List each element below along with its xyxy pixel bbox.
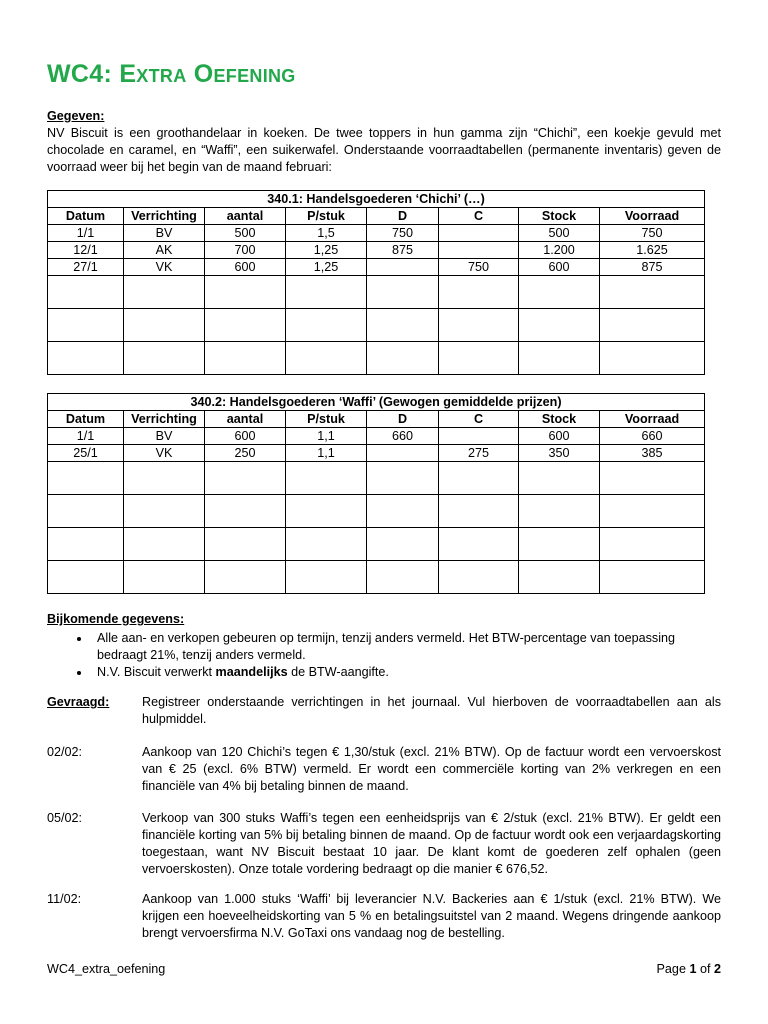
- empty-cell[interactable]: [519, 309, 600, 342]
- page-title: [47, 60, 296, 89]
- bullet2-bold: maandelijks: [215, 665, 288, 679]
- empty-cell[interactable]: [48, 561, 124, 594]
- cell-d: [367, 259, 439, 276]
- empty-cell[interactable]: [600, 561, 705, 594]
- cell-d: [367, 445, 439, 462]
- col-header-stock: Stock: [519, 411, 600, 428]
- empty-cell[interactable]: [124, 342, 205, 375]
- empty-cell[interactable]: [519, 561, 600, 594]
- empty-cell[interactable]: [367, 561, 439, 594]
- empty-cell[interactable]: [367, 309, 439, 342]
- table-caption: 340.2: Handelsgoederen ‘Waffi’ (Gewogen gemiddelde prijzen): [48, 394, 705, 411]
- empty-cell[interactable]: [48, 309, 124, 342]
- empty-cell[interactable]: [124, 528, 205, 561]
- empty-cell[interactable]: [205, 561, 286, 594]
- col-header-d: D: [367, 411, 439, 428]
- cell-pstuk: 1,1: [286, 445, 367, 462]
- bullet2-pre: N.V. Biscuit verwerkt: [97, 665, 216, 679]
- cell-stock: 600: [519, 259, 600, 276]
- empty-cell[interactable]: [205, 462, 286, 495]
- empty-cell[interactable]: [439, 309, 519, 342]
- cell-d: 875: [367, 242, 439, 259]
- empty-row: [48, 495, 705, 528]
- title-prefix: WC4:: [47, 60, 120, 88]
- extra-list: [47, 630, 721, 681]
- cell-pstuk: 1,1: [286, 428, 367, 445]
- entry-date: 11/02:: [47, 892, 82, 906]
- col-header-datum: Datum: [48, 411, 124, 428]
- cell-datum: 1/1: [48, 428, 124, 445]
- table-caption: 340.1: Handelsgoederen ‘Chichi’ (…): [48, 191, 705, 208]
- cell-stock: 350: [519, 445, 600, 462]
- empty-cell[interactable]: [286, 528, 367, 561]
- cell-c: [439, 428, 519, 445]
- empty-cell[interactable]: [124, 462, 205, 495]
- empty-row: [48, 309, 705, 342]
- empty-cell[interactable]: [600, 342, 705, 375]
- empty-cell[interactable]: [519, 342, 600, 375]
- asked-text: Registreer onderstaande verrichtingen in het journaal. Vul hierboven de voorraadtabellen aan als hulpmiddel.: [142, 695, 721, 726]
- inventory-table-waffi: [47, 393, 705, 594]
- col-header-stock: Stock: [519, 208, 600, 225]
- empty-cell[interactable]: [286, 309, 367, 342]
- bullet2-post: de BTW-aangifte.: [287, 665, 389, 679]
- empty-cell[interactable]: [286, 561, 367, 594]
- page-total: 2: [713, 962, 721, 976]
- empty-cell[interactable]: [367, 462, 439, 495]
- page-current: 1: [689, 962, 697, 976]
- empty-cell[interactable]: [600, 495, 705, 528]
- col-header-voorraad: Voorraad: [600, 411, 705, 428]
- col-header-pstuk: P/stuk: [286, 208, 367, 225]
- empty-cell[interactable]: [600, 528, 705, 561]
- empty-cell[interactable]: [286, 276, 367, 309]
- cell-aantal: 250: [205, 445, 286, 462]
- entry-text: Verkoop van 300 stuks Waffi’s tegen een eenheidsprijs van € 2/stuk (excl. 21% BTW). Er geldt een financiële korting van 5% bij betaling binnen de maand. Op de factuur wordt ook een verjaardagskorting toegestaan, want NV Biscuit bestaat 10 jaar. De klant komt de goederen zelf ophalen (geen vervoerskosten). Onze totale vordering bedraagt op die manier € 676,52.: [142, 811, 721, 876]
- cell-c: [439, 225, 519, 242]
- empty-cell[interactable]: [205, 342, 286, 375]
- table-row: [48, 428, 705, 445]
- table-row: [48, 445, 705, 462]
- cell-stock: 600: [519, 428, 600, 445]
- cell-pstuk: 1,25: [286, 259, 367, 276]
- cell-voorraad: 385: [600, 445, 705, 462]
- list-item: [91, 664, 721, 681]
- table-row: [48, 242, 705, 259]
- empty-row: [48, 342, 705, 375]
- cell-aantal: 700: [205, 242, 286, 259]
- empty-cell[interactable]: [48, 462, 124, 495]
- col-header-voorraad: Voorraad: [600, 208, 705, 225]
- cell-verrichting: AK: [124, 242, 205, 259]
- page-number: [657, 962, 721, 976]
- cell-voorraad: 660: [600, 428, 705, 445]
- col-header-aantal: aantal: [205, 208, 286, 225]
- col-header-c: C: [439, 208, 519, 225]
- cell-pstuk: 1,25: [286, 242, 367, 259]
- col-header-aantal: aantal: [205, 411, 286, 428]
- title-rest: Extra Oefening: [119, 60, 296, 88]
- empty-cell[interactable]: [519, 528, 600, 561]
- cell-datum: 25/1: [48, 445, 124, 462]
- cell-verrichting: BV: [124, 428, 205, 445]
- empty-cell[interactable]: [48, 528, 124, 561]
- page-footer: [47, 962, 721, 976]
- cell-stock: 500: [519, 225, 600, 242]
- cell-voorraad: 750: [600, 225, 705, 242]
- empty-cell[interactable]: [124, 495, 205, 528]
- given-heading: Gegeven:: [47, 109, 105, 123]
- asked-label: Gevraagd:: [47, 695, 110, 709]
- page-pre: Page: [656, 962, 690, 976]
- empty-cell[interactable]: [439, 342, 519, 375]
- cell-voorraad: 1.625: [600, 242, 705, 259]
- cell-stock: 1.200: [519, 242, 600, 259]
- cell-verrichting: VK: [124, 445, 205, 462]
- cell-c: 750: [439, 259, 519, 276]
- cell-aantal: 600: [205, 259, 286, 276]
- empty-cell[interactable]: [439, 276, 519, 309]
- footer-filename: WC4_extra_oefening: [47, 962, 166, 976]
- cell-d: 750: [367, 225, 439, 242]
- empty-cell[interactable]: [439, 561, 519, 594]
- entry-date: 05/02:: [47, 811, 83, 825]
- cell-datum: 12/1: [48, 242, 124, 259]
- empty-cell[interactable]: [367, 276, 439, 309]
- empty-cell[interactable]: [519, 495, 600, 528]
- empty-cell[interactable]: [205, 276, 286, 309]
- col-header-verrichting: Verrichting: [124, 411, 205, 428]
- col-header-c: C: [439, 411, 519, 428]
- empty-cell[interactable]: [205, 309, 286, 342]
- empty-row: [48, 561, 705, 594]
- list-item: • Alle aan- en verkopen gebeuren op termijn, tenzij anders vermeld. Het BTW-percentage van toepassing bedraagt 21%, tenzij anders vermeld.: [91, 630, 721, 664]
- empty-cell[interactable]: [124, 276, 205, 309]
- empty-cell[interactable]: [124, 309, 205, 342]
- col-header-d: D: [367, 208, 439, 225]
- empty-cell[interactable]: [519, 276, 600, 309]
- empty-cell[interactable]: [600, 309, 705, 342]
- empty-cell[interactable]: [519, 462, 600, 495]
- cell-pstuk: 1,5: [286, 225, 367, 242]
- extra-section: [47, 611, 721, 681]
- empty-cell[interactable]: [48, 342, 124, 375]
- cell-verrichting: VK: [124, 259, 205, 276]
- empty-row: [48, 276, 705, 309]
- empty-cell[interactable]: [205, 495, 286, 528]
- table-row: [48, 225, 705, 242]
- cell-aantal: 500: [205, 225, 286, 242]
- cell-voorraad: 875: [600, 259, 705, 276]
- cell-d: 660: [367, 428, 439, 445]
- cell-c: 275: [439, 445, 519, 462]
- table-row: [48, 259, 705, 276]
- cell-datum: 27/1: [48, 259, 124, 276]
- given-section: [47, 108, 721, 176]
- empty-cell[interactable]: [439, 462, 519, 495]
- empty-cell[interactable]: [367, 342, 439, 375]
- col-header-verrichting: Verrichting: [124, 208, 205, 225]
- empty-cell[interactable]: [286, 495, 367, 528]
- col-header-pstuk: P/stuk: [286, 411, 367, 428]
- extra-heading: Bijkomende gegevens:: [47, 612, 185, 626]
- empty-cell[interactable]: [439, 528, 519, 561]
- empty-cell[interactable]: [439, 495, 519, 528]
- empty-cell[interactable]: [286, 342, 367, 375]
- page-mid: of: [696, 962, 714, 976]
- empty-row: [48, 528, 705, 561]
- given-text: NV Biscuit is een groothandelaar in koeken. De twee toppers in hun gamma zijn “Chichi”, een koekje gevuld met chocolade en caramel, en “Waffi”, een suikerwafel. Onderstaande voorraadtabellen (permanente inventaris) geven de voorraad weer bij het begin van de maand februari:: [47, 126, 721, 174]
- table-header-row: [48, 411, 705, 428]
- empty-cell[interactable]: [600, 462, 705, 495]
- empty-cell[interactable]: [600, 276, 705, 309]
- entry-text: Aankoop van 120 Chichi’s tegen € 1,30/stuk (excl. 21% BTW). Op de factuur wordt een vervoerskost van € 25 (excl. 6% BTW) vermeld. Er wordt een commerciële korting van 2% verkregen en een financiële van 4% bij betaling binnen de maand.: [142, 745, 721, 793]
- cell-aantal: 600: [205, 428, 286, 445]
- cell-verrichting: BV: [124, 225, 205, 242]
- empty-cell[interactable]: [367, 495, 439, 528]
- entry-text: Aankoop van 1.000 stuks ‘Waffi’ bij leverancier N.V. Backeries aan € 1/stuk (excl. 21% BTW). We krijgen een hoeveelheidskorting van 5 % en betalingsuitstel van 2 maand. Wegens dringende aankoop brengt vervoersfirma N.V. GoTaxi ons vandaag nog de bestelling.: [142, 892, 721, 940]
- empty-row: [48, 462, 705, 495]
- col-header-datum: Datum: [48, 208, 124, 225]
- empty-cell[interactable]: [48, 276, 124, 309]
- inventory-table-chichi: [47, 190, 705, 375]
- empty-cell[interactable]: [48, 495, 124, 528]
- empty-cell[interactable]: [367, 528, 439, 561]
- cell-c: [439, 242, 519, 259]
- empty-cell[interactable]: [205, 528, 286, 561]
- entry-date: 02/02:: [47, 745, 83, 759]
- empty-cell[interactable]: [124, 561, 205, 594]
- empty-cell[interactable]: [286, 462, 367, 495]
- table-header-row: [48, 208, 705, 225]
- cell-datum: 1/1: [48, 225, 124, 242]
